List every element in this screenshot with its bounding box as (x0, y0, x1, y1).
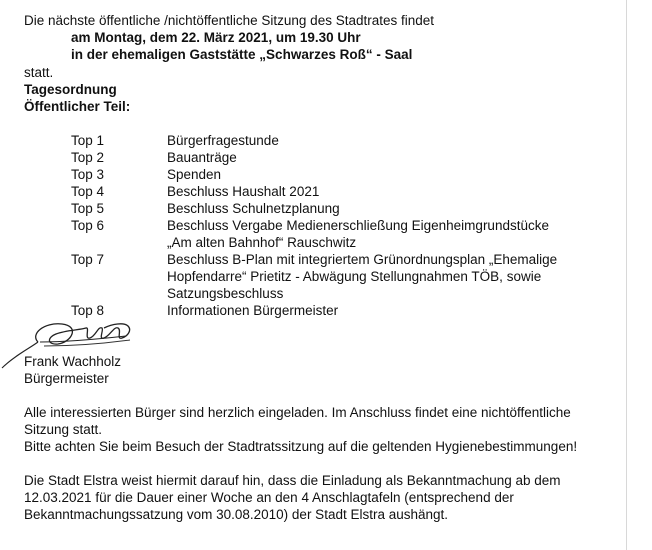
closing-paragraph-1: Alle interessierten Bürger sind herzlich eingeladen. Im Anschluss findet eine nichtöffentliche (24, 405, 571, 420)
agenda-heading: Tagesordnung (24, 82, 117, 97)
agenda-item-label: Top 3 (71, 167, 105, 182)
closing-paragraph-2: Bitte achten Sie beim Besuch der Stadtratssitzung auf die geltenden Hygienebestimmungen! (24, 439, 578, 454)
agenda-item-label: Top 2 (71, 150, 105, 165)
agenda-item-label: Top 6 (71, 218, 105, 233)
agenda-item-text: Beschluss Haushalt 2021 (167, 184, 320, 199)
agenda-item-label: Top 1 (71, 133, 105, 148)
agenda-item-text: Informationen Bürgermeister (167, 303, 339, 318)
agenda-item-text: Bauanträge (167, 150, 237, 165)
agenda-item-text: Hopfendarre“ Prietitz - Abwägung Stellungnahmen TÖB, sowie (167, 269, 542, 284)
closing-paragraph-3: Bekanntmachungssatzung vom 30.08.2010) der Stadt Elstra aushängt. (24, 507, 449, 522)
intro-line: Die nächste öffentliche /nichtöffentliche Sitzung des Stadtrates findet (24, 13, 435, 28)
meeting-date: am Montag, dem 22. März 2021, um 19.30 Uhr (71, 30, 361, 45)
agenda-item-label: Top 7 (71, 252, 105, 267)
closing-paragraph-3: 12.03.2021 für die Dauer einer Woche an den 4 Anschlagtafeln (entsprechend der (24, 490, 514, 505)
signatory-title: Bürgermeister (24, 371, 109, 386)
closing-paragraph-1: Sitzung statt. (24, 422, 103, 437)
signatory-name: Frank Wachholz (24, 354, 122, 369)
agenda-item-label: Top 5 (71, 201, 105, 216)
agenda-subheading: Öffentlicher Teil: (24, 99, 131, 114)
agenda-item-text: „Am alten Bahnhof“ Rauschwitz (167, 235, 357, 250)
scan-edge-divider (626, 0, 627, 550)
agenda-item-text: Beschluss Vergabe Medienerschließung Eigenheimgrundstücke (167, 218, 549, 233)
agenda-item-text: Beschluss Schulnetzplanung (167, 201, 340, 216)
closing-paragraph-3: Die Stadt Elstra weist hiermit darauf hin, dass die Einladung als Bekanntmachung ab dem (24, 473, 561, 488)
meeting-place: in der ehemaligen Gaststätte „Schwarzes Roß“ - Saal (71, 47, 413, 62)
intro-statt: statt. (24, 65, 54, 80)
agenda-item-text: Satzungsbeschluss (167, 286, 284, 301)
agenda-item-label: Top 4 (71, 184, 105, 199)
agenda-item-text: Bürgerfragestunde (167, 133, 279, 148)
agenda-item-label: Top 8 (71, 303, 105, 318)
agenda-item-text: Spenden (167, 167, 222, 182)
agenda-item-text: Beschluss B-Plan mit integriertem Grünordnungsplan „Ehemalige (167, 252, 558, 267)
